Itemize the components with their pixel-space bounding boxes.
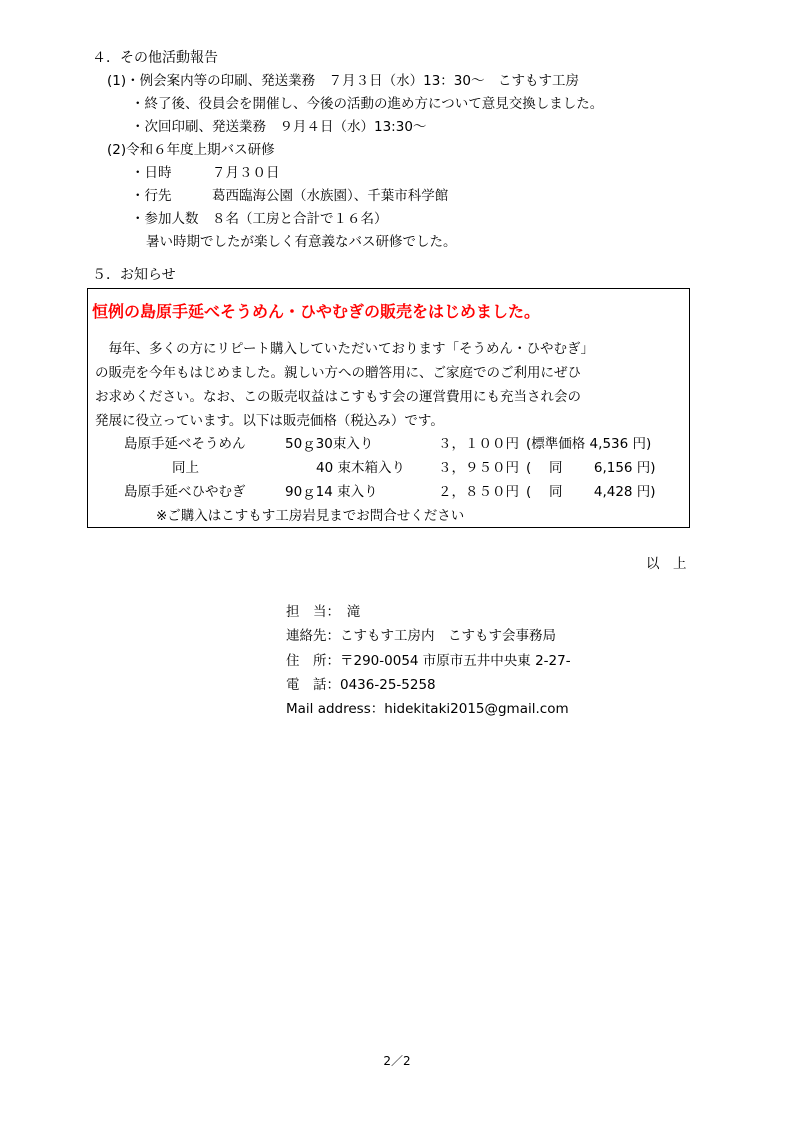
price-product: 島原手延べひやむぎ [124, 484, 246, 500]
price-spec: 90ｇ14 束入り [285, 484, 378, 500]
page-number: 2／2 [383, 1054, 411, 1068]
price-amount: ３，１００円 [438, 436, 519, 452]
section-5-heading: ５．お知らせ [92, 267, 176, 283]
s4-item1: (1)・例会案内等の印刷、発送業務 ７月３日（水）13：30～ こすもす工房 [107, 73, 579, 89]
contact-email[interactable]: Mail address：hidekitaki2015@gmail.com [286, 701, 569, 717]
closing-mark: 以 上 [646, 556, 687, 572]
price-note: (標準価格 4,536 円) [526, 436, 652, 452]
notice-title: 恒例の島原手延べそうめん・ひやむぎの販売をはじめました。 [92, 302, 541, 321]
s4-item1-sub2: ・次回印刷、発送業務 ９月４日（水）13:30～ [131, 119, 427, 135]
paragraph-line: お求めください。なお、この販売収益はこすもす会の運営費用にも充当され会の [95, 389, 581, 405]
price-product: 島原手延べそうめん [124, 436, 246, 452]
s4-item2-sub3: ・参加人数 ８名（工房と合計で１６名） [131, 211, 388, 227]
price-row [0, 438, 794, 458]
price-spec: 40 束木箱入り [316, 460, 405, 476]
section-4-heading: ４．その他活動報告 [92, 50, 218, 66]
contact-office: 連絡先：こすもす工房内 こすもす会事務局 [286, 628, 556, 644]
price-amount: ３，９５０円 [438, 460, 519, 476]
contact-person: 担 当： 滝 [286, 604, 361, 620]
s4-item2-note: 暑い時期でしたが楽しく有意義なバス研修でした。 [146, 234, 457, 250]
price-row [0, 486, 794, 506]
price-note: ( 同 6,156 円) [526, 460, 656, 476]
paragraph-line: 発展に役立っています。以下は販売価格（税込み）です。 [95, 413, 444, 429]
s4-item2-sub2: ・行先 葛西臨海公園（水族園）、千葉市科学館 [131, 188, 449, 204]
price-row [0, 462, 794, 482]
s4-item2-sub1: ・日時 ７月３０日 [131, 165, 280, 181]
notice-paragraph [95, 337, 685, 433]
s4-item1-sub1: ・終了後、役員会を開催し、今後の活動の進め方について意見交換しました。 [131, 96, 604, 112]
price-product: 同上 [172, 460, 199, 476]
contact-phone: 電 話：0436-25-5258 [286, 677, 436, 693]
paragraph-line: の販売を今年もはじめました。親しい方への贈答用に、ご家庭でのご利用にぜひ [95, 365, 581, 381]
price-note: ( 同 4,428 円) [526, 484, 656, 500]
paragraph-line: 毎年、多くの方にリピート購入していただいております「そうめん・ひやむぎ」 [95, 341, 594, 357]
purchase-note: ※ご購入はこすもす工房岩見までお問合せください [156, 508, 465, 524]
s4-item2: (2)令和６年度上期バス研修 [107, 142, 275, 158]
price-spec: 50ｇ30束入り [285, 436, 374, 452]
contact-address: 住 所：〒290-0054 市原市五井中央東 2-27- [286, 653, 571, 669]
price-amount: ２，８５０円 [438, 484, 519, 500]
